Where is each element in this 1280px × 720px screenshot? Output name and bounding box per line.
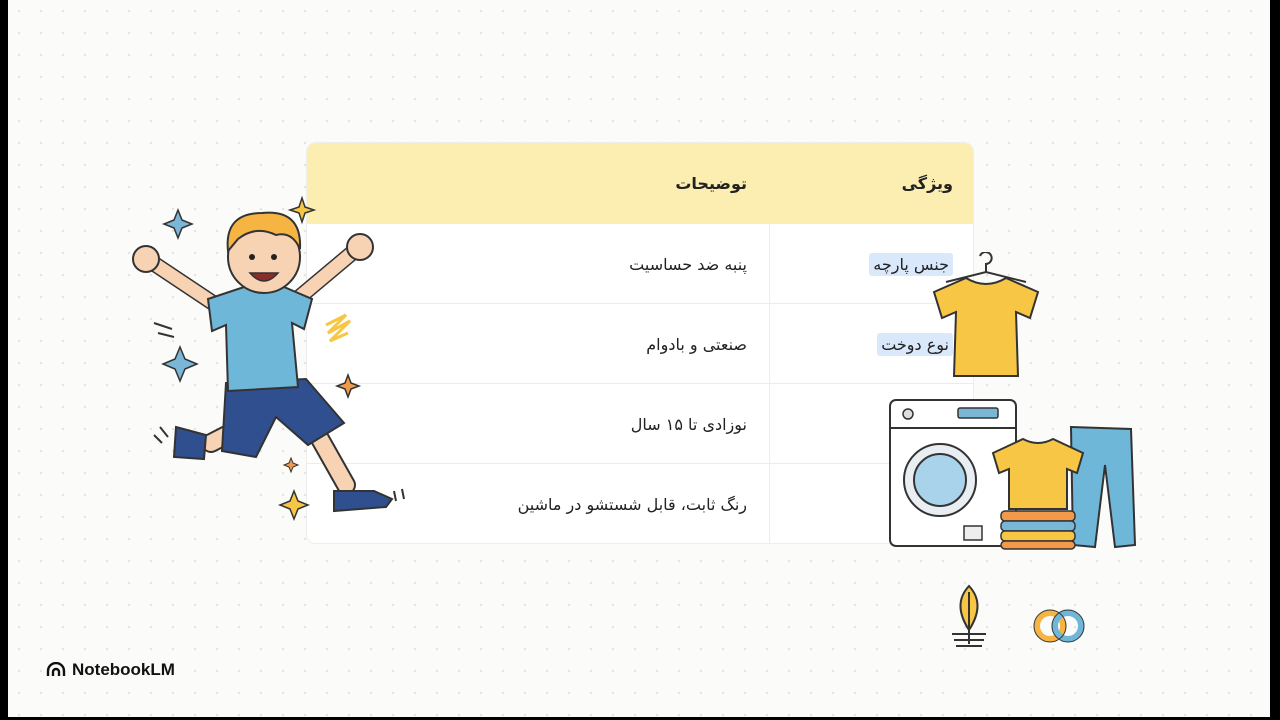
row-description: رنگ ثابت، قابل شستشو در ماشین [517, 494, 747, 514]
rings-icon [1030, 606, 1090, 646]
boy-jumping-illustration [116, 195, 416, 525]
slide [8, 0, 1270, 717]
row-description: نوزادی تا ۱۵ سال [630, 414, 747, 434]
tshirt-hanger-icon [926, 252, 1046, 380]
header-feature: ویژگی [901, 173, 953, 193]
pants-icon [983, 425, 1143, 551]
leaf-icon [946, 582, 992, 652]
row-description: صنعتی و بادوام [646, 334, 747, 354]
notebooklm-logo [46, 660, 175, 680]
notebooklm-logo-icon [46, 662, 66, 678]
feature-label: نوع دوخت [877, 333, 953, 356]
feature-label: جنس پارچه [869, 253, 953, 276]
logo-text: NotebookLM [72, 660, 175, 679]
header-description: توضیحات [675, 173, 747, 193]
row-description: پنبه ضد حساسیت [629, 254, 747, 274]
